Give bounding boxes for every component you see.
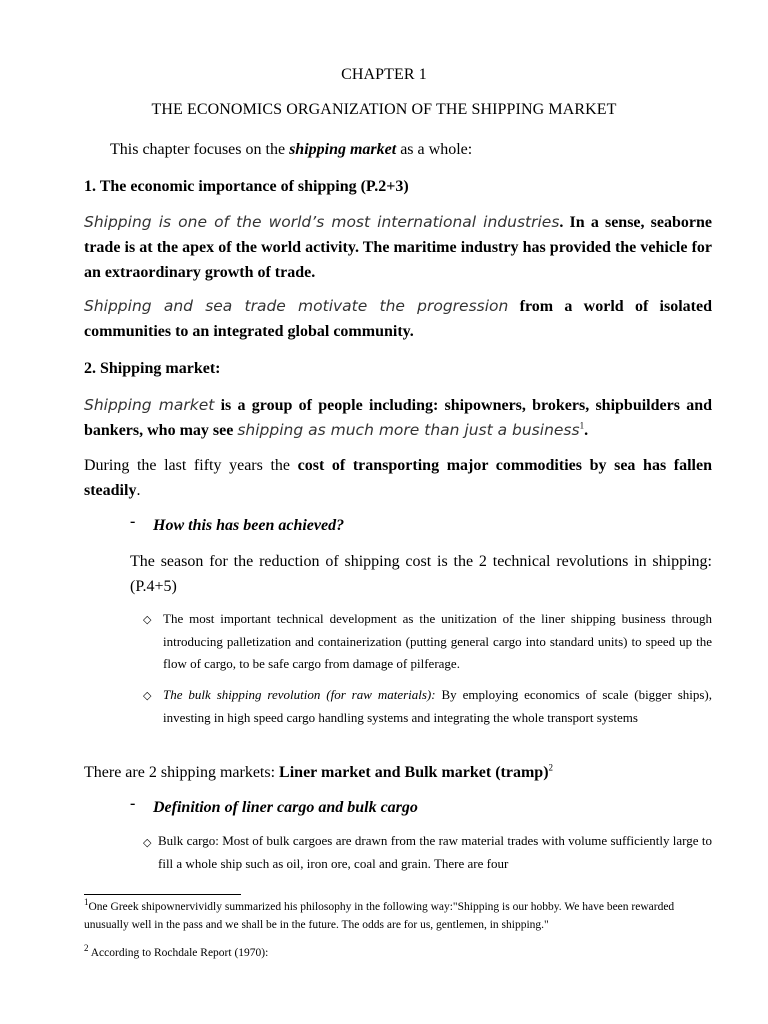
section1-p1-italic: Shipping is one of the world’s most international industries <box>84 213 560 231</box>
diamond-bullet-icon: ◇ <box>143 837 152 849</box>
section1-p2-italic: Shipping and sea trade motivate the progression <box>84 297 509 315</box>
bullet-bulk-text: By employing economics of scale (bigger ships), investing in high speed cargo handling systems and integrating the whole transport systems <box>163 687 712 725</box>
footnote-2 <box>84 944 714 962</box>
bullet-bulk-italic: The bulk shipping revolution (for raw materials): <box>163 687 436 702</box>
section1-heading: 1. The economic importance of shipping (P.2+3) <box>84 178 409 195</box>
question1-dash: - <box>130 513 136 530</box>
footnote-2-mark: 2 <box>84 943 89 954</box>
cost-end: . <box>136 482 141 499</box>
cost-paragraph <box>84 453 712 503</box>
section2-heading: 2. Shipping market: <box>84 360 221 377</box>
section1-p2-rest: from a world of isolated communities to an integrated global community. <box>84 298 713 340</box>
footnote-ref-2: 2 <box>548 762 554 773</box>
section1-paragraph1 <box>84 210 712 285</box>
markets-paragraph <box>84 760 714 785</box>
definition-end: . <box>584 422 589 439</box>
question1-heading: How this has been achieved? <box>153 517 345 534</box>
question2-heading: Definition of liner cargo and bulk cargo <box>153 799 418 816</box>
footnote-1-mark: 1 <box>84 897 89 908</box>
section1-paragraph2 <box>84 294 712 344</box>
intro-text: This chapter focuses on the <box>110 141 290 158</box>
bullet-bulk-revolution <box>163 684 712 729</box>
intro-text-end: as a whole: <box>396 141 473 158</box>
question2-dash: - <box>130 795 136 812</box>
footnote-2-text: According to Rochdale Report (1970): <box>88 947 269 959</box>
definition-term: Shipping market <box>84 396 215 414</box>
markets-text: There are 2 shipping markets: <box>84 764 280 781</box>
diamond-bullet-icon: ◇ <box>143 690 152 702</box>
bullet-unitization: The most important technical development as the unitization of the liner shipping business through introducing palletization and containerization (putting general cargo into standard units) to speed up the flow of cargo, to be safe cargo from damage of pilferage. <box>163 611 712 671</box>
markets-bold: Liner market and Bulk market (tramp) <box>279 764 549 781</box>
cost-bold: cost of transporting major commodities by sea has fallen steadily <box>84 457 713 499</box>
definition-italic: shipping as much more than just a business <box>237 421 580 439</box>
footnote-1 <box>84 898 714 934</box>
footnote-1-text: One Greek shipownervividly summarized his philosophy in the following way:"Shipping is our hobby. We have been rewarded unusually well in the pass and we shall be in the future. The odds are for us, gentlemen, in shipping." <box>84 901 675 931</box>
footnote-ref-1: 1 <box>579 420 585 431</box>
intro-paragraph <box>110 137 710 162</box>
chapter-label: CHAPTER 1 <box>341 66 427 83</box>
footnote-separator <box>84 894 241 895</box>
reason-paragraph: The season for the reduction of shipping cost is the 2 technical revolutions in shipping: (P.4+5) <box>130 553 712 595</box>
definition-text: is a group of people including: shipowners, brokers, shipbuilders and bankers, who may see <box>84 397 712 439</box>
cost-text: During the last fifty years the <box>84 457 298 474</box>
shipping-market-definition <box>84 393 712 443</box>
bullet-bulk-cargo: Bulk cargo: Most of bulk cargoes are drawn from the raw material trades with volume sufficiently large to fill a whole ship such as oil, iron ore, coal and grain. There are four <box>158 833 712 871</box>
section1-p1-rest: . In a sense, seaborne trade is at the apex of the world activity. The maritime industry has provided the vehicle for an extraordinary growth of trade. <box>84 214 713 281</box>
intro-emphasis: shipping market <box>289 141 397 158</box>
diamond-bullet-icon: ◇ <box>143 614 152 626</box>
chapter-title: THE ECONOMICS ORGANIZATION OF THE SHIPPING MARKET <box>151 101 617 118</box>
